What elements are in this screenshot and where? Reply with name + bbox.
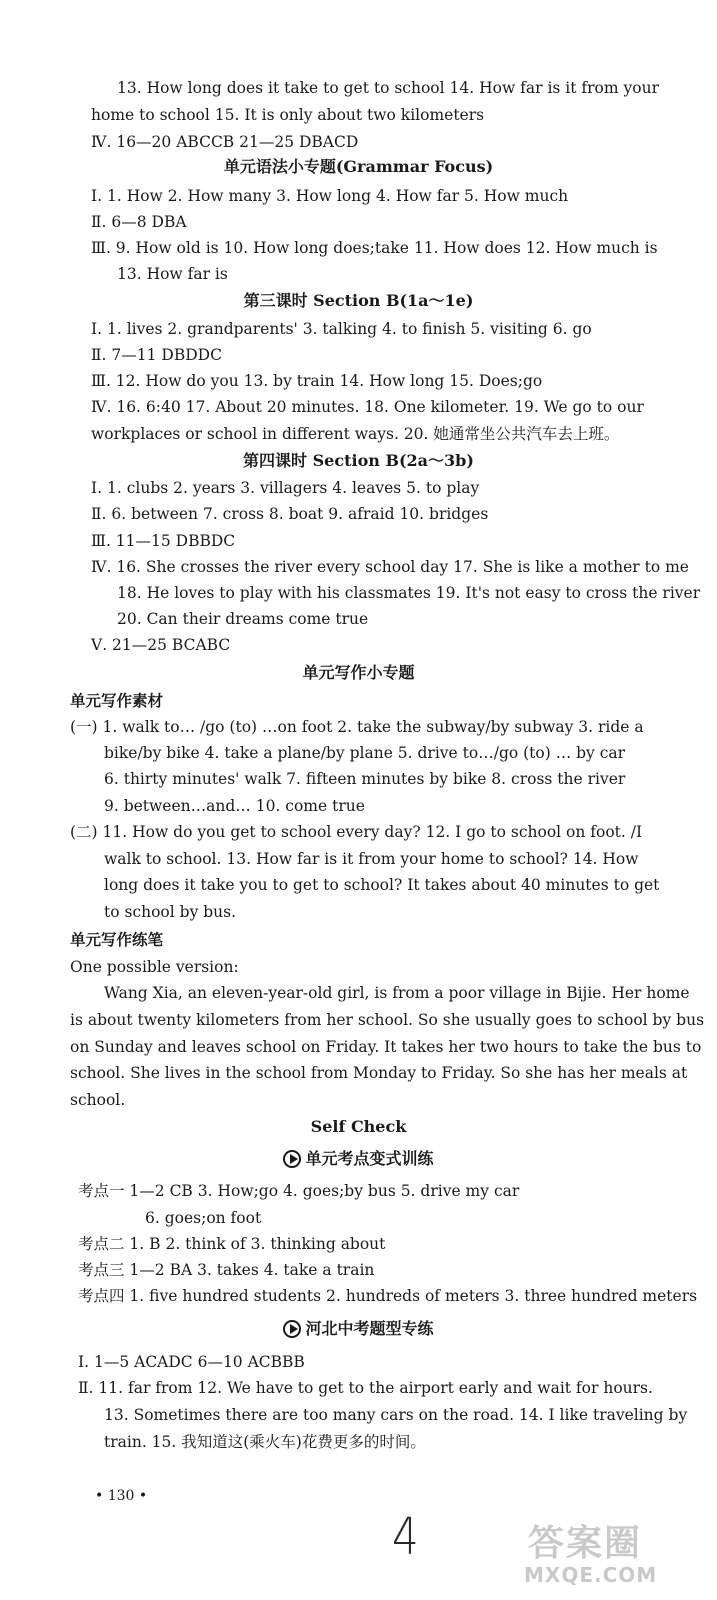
watermark-text: 答案圈: [528, 1523, 643, 1564]
answer-line: 考点二 1. B 2. think of 3. thinking about: [78, 1235, 386, 1253]
answer-line: Ⅰ. 1. clubs 2. years 3. villagers 4. leaves 5. to play: [91, 479, 480, 497]
essay-line: school. She lives in the school from Monday to Friday. So she has her meals at: [70, 1064, 688, 1082]
answer-line: 18. He loves to play with his classmates 19. It's not easy to cross the river: [117, 584, 701, 602]
answer-line: walk to school. 13. How far is it from your home to school? 14. How: [104, 850, 639, 868]
answer-line: Ⅰ. 1. How 2. How many 3. How long 4. How far 5. How much: [91, 187, 569, 205]
answer-line: train. 15. 我知道这(乘火车)花费更多的时间。: [104, 1433, 426, 1451]
answer-line: Ⅳ. 16—20 ABCCB 21—25 DBACD: [91, 133, 359, 151]
answer-line: long does it take you to get to school? It takes about 40 minutes to get: [104, 876, 660, 894]
answer-line: Ⅳ. 16. 6:40 17. About 20 minutes. 18. One kilometer. 19. We go to our: [91, 398, 644, 416]
answer-line: One possible version:: [70, 958, 239, 976]
answer-line: 考点一 1—2 CB 3. How;go 4. goes;by bus 5. drive my car: [78, 1182, 520, 1200]
answer-line: Ⅲ. 11—15 DBBDC: [91, 532, 236, 550]
answer-line: bike/by bike 4. take a plane/by plane 5. drive to…/go (to) … by car: [104, 744, 626, 762]
essay-line: is about twenty kilometers from her school. So she usually goes to school by bus: [70, 1011, 705, 1029]
handwritten-mark: 4: [392, 1507, 419, 1566]
answer-line: to school by bus.: [104, 903, 237, 921]
answer-line: Ⅱ. 6. between 7. cross 8. boat 9. afraid 10. bridges: [91, 505, 489, 523]
answer-line: Ⅱ. 11. far from 12. We have to get to the airport early and wait for hours.: [78, 1379, 653, 1397]
subsection-heading: 单元写作素材: [70, 691, 164, 710]
answer-line: (一) 1. walk to… /go (to) …on foot 2. take the subway/by subway 3. ride a: [70, 718, 644, 736]
page-number: • 130 •: [95, 1488, 148, 1504]
section-heading: [0, 1317, 717, 1341]
section-heading: 单元写作小专题: [302, 663, 415, 682]
essay-line: school.: [70, 1091, 126, 1109]
heading-text: 河北中考题型专练: [305, 1319, 434, 1338]
section-heading: [0, 1147, 717, 1171]
answer-line: home to school 15. It is only about two kilometers: [91, 106, 485, 124]
watermark-logo: [520, 1515, 710, 1595]
answer-line: Ⅰ. 1. lives 2. grandparents' 3. talking 4. to finish 5. visiting 6. go: [91, 320, 592, 338]
subsection-heading: 单元写作练笔: [70, 930, 164, 949]
answer-line: 考点四 1. five hundred students 2. hundreds of meters 3. three hundred meters: [78, 1287, 698, 1305]
answer-line: 13. Sometimes there are too many cars on the road. 14. I like traveling by: [104, 1406, 688, 1424]
answer-line: 6. goes;on foot: [145, 1209, 262, 1227]
section-heading: 第四课时 Section B(2a～3b): [243, 451, 474, 470]
answer-line: (二) 11. How do you get to school every day? 12. I go to school on foot. /I: [70, 823, 643, 841]
answer-line: 13. How long does it take to get to school 14. How far is it from your: [117, 79, 659, 97]
heading-text: 单元考点变式训练: [305, 1149, 434, 1168]
answer-line: 考点三 1—2 BA 3. takes 4. take a train: [78, 1261, 375, 1279]
answer-line: Ⅱ. 7—11 DBDDC: [91, 346, 222, 364]
answer-line: 6. thirty minutes' walk 7. fifteen minutes by bike 8. cross the river: [104, 770, 626, 788]
answer-line: 20. Can their dreams come true: [117, 610, 369, 628]
answer-line: 9. between…and… 10. come true: [104, 797, 365, 815]
play-icon: [283, 1320, 301, 1338]
section-heading: Self Check: [310, 1117, 407, 1136]
section-heading: 单元语法小专题(Grammar Focus): [223, 157, 494, 176]
answer-line: Ⅱ. 6—8 DBA: [91, 213, 187, 231]
answer-line: Ⅴ. 21—25 BCABC: [91, 636, 231, 654]
answer-line: Ⅲ. 9. How old is 10. How long does;take 11. How does 12. How much is: [91, 239, 658, 257]
answer-line: 13. How far is: [117, 265, 228, 283]
essay-line: Wang Xia, an eleven-year-old girl, is from a poor village in Bijie. Her home: [104, 984, 690, 1002]
section-heading: 第三课时 Section B(1a～1e): [243, 291, 474, 310]
play-icon: [283, 1150, 301, 1168]
answer-line: workplaces or school in different ways. 20. 她通常坐公共汽车去上班。: [91, 425, 620, 443]
answer-line: Ⅰ. 1—5 ACADC 6—10 ACBBB: [78, 1353, 305, 1371]
watermark-url: MXQE.COM: [524, 1563, 658, 1587]
answer-line: Ⅳ. 16. She crosses the river every school day 17. She is like a mother to me: [91, 558, 689, 576]
answer-line: Ⅲ. 12. How do you 13. by train 14. How long 15. Does;go: [91, 372, 543, 390]
essay-line: on Sunday and leaves school on Friday. It takes her two hours to take the bus to: [70, 1038, 702, 1056]
